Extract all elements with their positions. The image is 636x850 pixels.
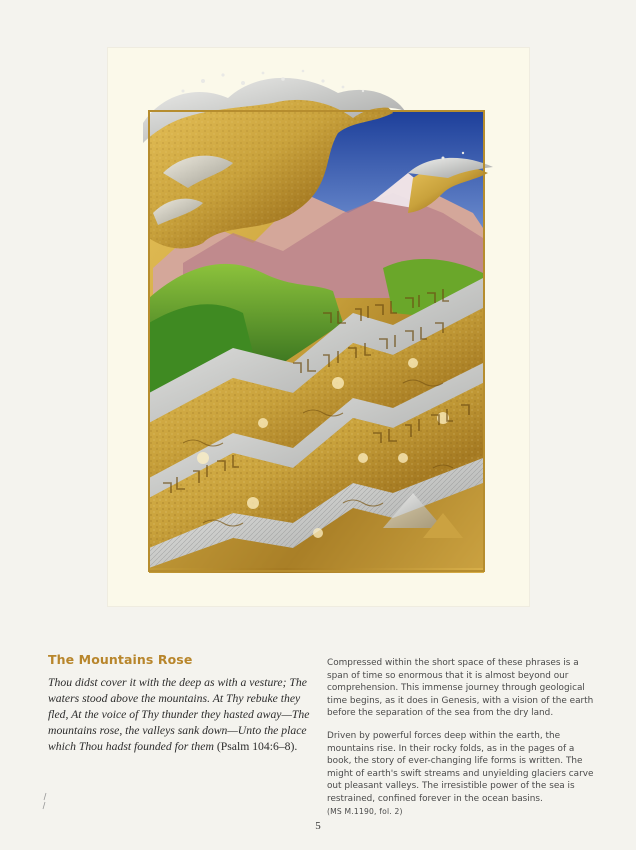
- verse-reference: (Psalm 104:6–8).: [216, 740, 298, 753]
- verse-text: [48, 675, 320, 755]
- plate-illustration: [143, 63, 508, 573]
- commentary-paragraph-2: [327, 730, 595, 818]
- verse-body: Thou didst cover it with the deep as with a vesture; The waters stood above the mountains. At Thy rebuke they fled, At the voice of Thy thunder they hasted away—The mountains rose, the valleys sank down—Unto the place which Thou hadst founded for them: [48, 676, 310, 753]
- commentary-paragraph-2-text: Driven by powerful forces deep within the earth, the mountains rise. In their rocky folds, as in the pages of a book, the story of ever-changing life forms is written. The might of earth's swift streams and unyielding glaciers carve out pleasant valleys. The irresistible power of the sea is restrained, confined forever in the ocean basins.: [327, 730, 594, 804]
- commentary-paragraph-1: Compressed within the short space of these phrases is a span of time so enormous that it is almost beyond our comprehension. This immense journey through geological time begins, as it does in Genesis, with a vision of the earth before the separation of the sea from the dry land.: [327, 658, 594, 719]
- commentary-column: [327, 657, 595, 828]
- page-number: 5: [315, 820, 321, 832]
- caption-left-column: [48, 652, 320, 755]
- section-title: The Mountains Rose: [48, 652, 193, 667]
- illuminated-plate: [143, 63, 508, 573]
- manuscript-reference: (MS M.1190, fol. 2): [327, 806, 403, 816]
- pencil-mark-icon: [40, 792, 50, 810]
